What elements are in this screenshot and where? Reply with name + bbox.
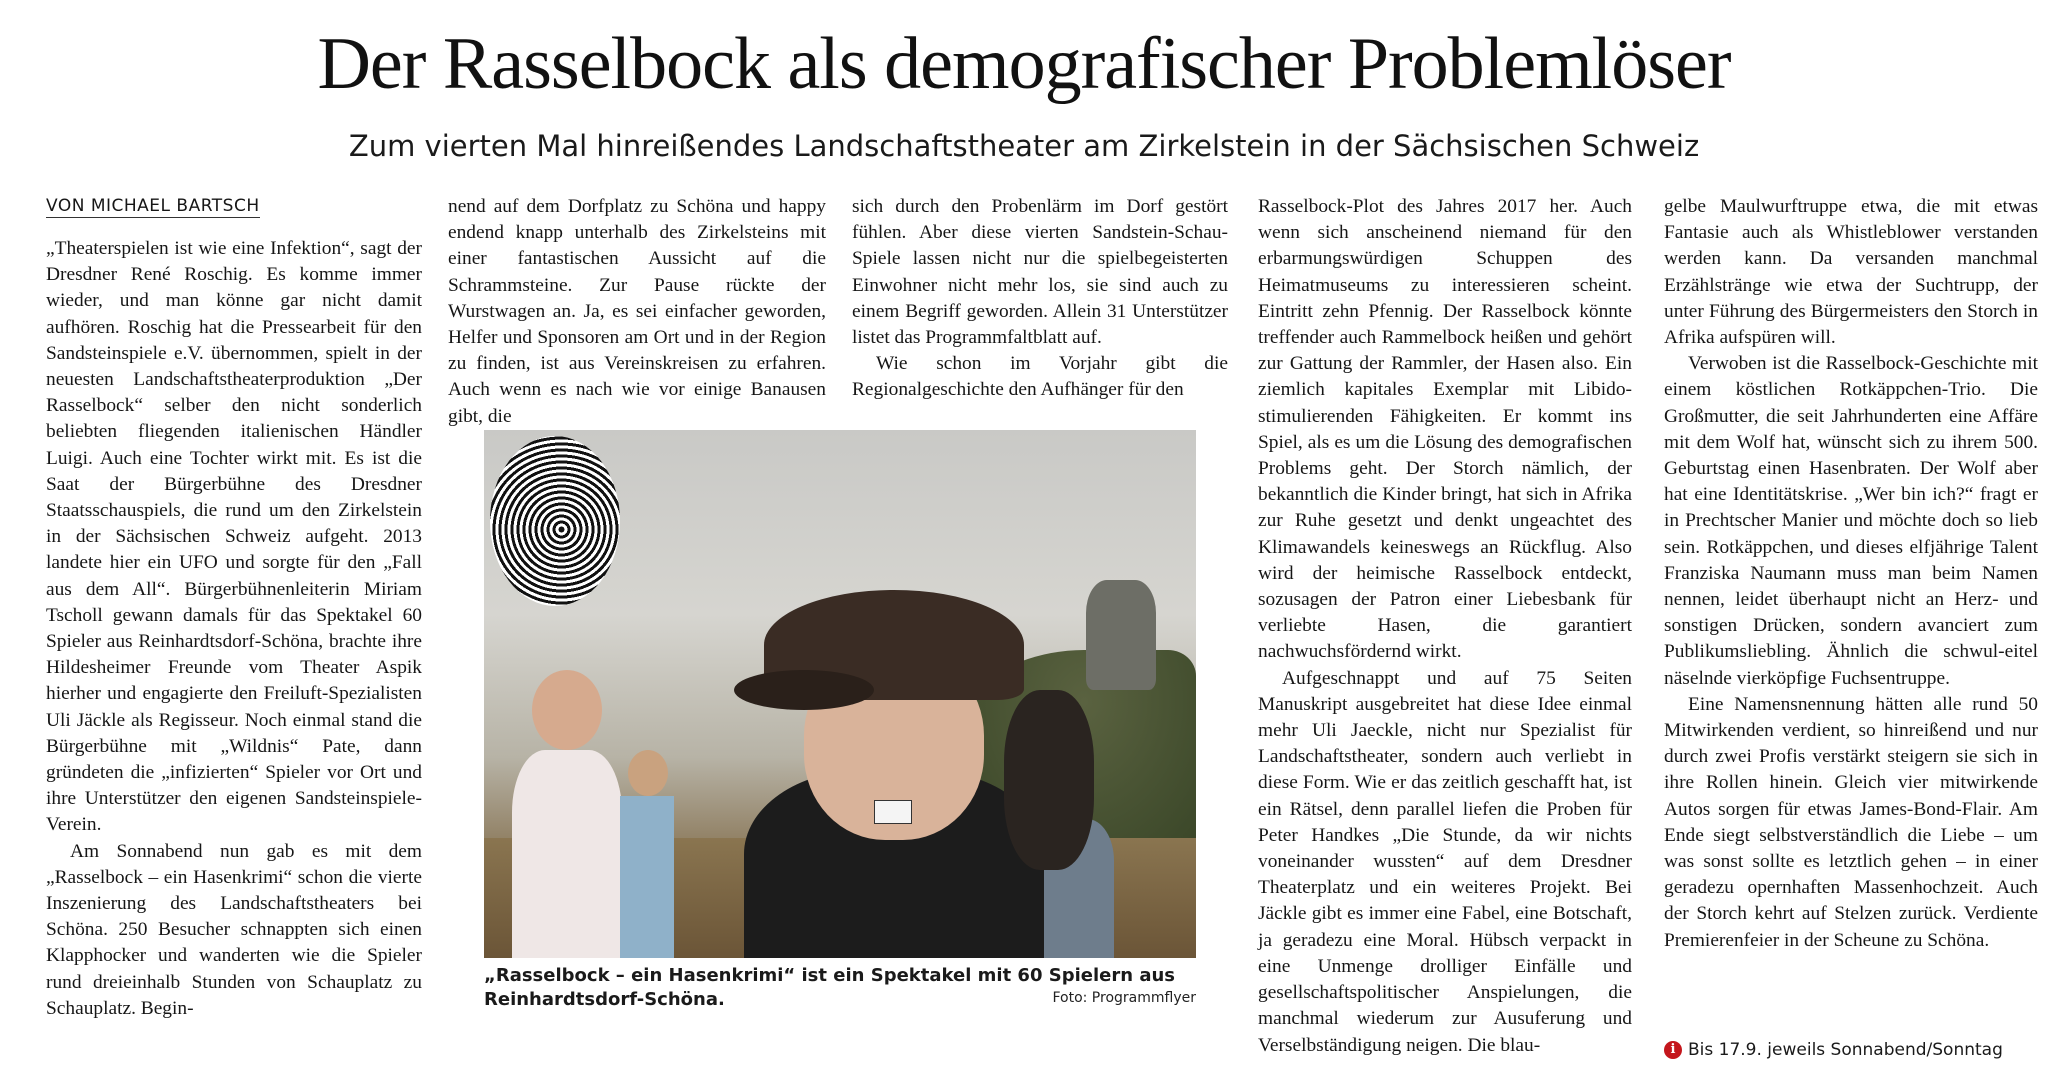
byline: VON MICHAEL BARTSCH: [46, 196, 260, 216]
info-text: Bis 17.9. jeweils Sonnabend/Sonntag: [1688, 1040, 2003, 1060]
photo-credit: Foto: Programmflyer: [1052, 990, 1196, 1006]
boy-figure: [620, 750, 674, 958]
rock-formation: [1086, 580, 1156, 690]
article-column-1: [46, 236, 422, 1022]
article-column-4: [1258, 194, 1632, 1059]
subheadline: Zum vierten Mal hinreißendes Landschaftstheater am Zirkelstein in der Sächsischen Schweiz: [348, 129, 1700, 163]
headline: Der Rasselbock als demografischer Problemlöser: [317, 23, 1731, 105]
paragraph: Eine Namensnennung hätten alle rund 50 Mitwirkenden verdient, so hinreißend und nur durch zwei Profis verstärkt steigern sie sich in ihre Rollen hinein. Gleich vier mitwirkende Autos sorgen für etwas James-Bond-Flair. Am Ende siegt selbstverständlich die Liebe – um was sonst sollte es letztlich gehen – in einer geradezu opernhaften Massenhochzeit. Auch der Storch kehrt auf Stelzen zurück. Verdiente Premierenfeier in der Scheune zu Schöna.: [1664, 693, 2038, 951]
paragraph: nend auf dem Dorfplatz zu Schöna und happy endend knapp unterhalb des Zirkelsteins mit einer fantastischen Aussicht auf die Schrammsteine. Zur Pause rückte der Wurstwagen an. Ja, es sei einfacher geworden, Helfer und Sponsoren am Ort und in der Region zu finden, ist aus Vereinskreisen zu erfahren. Auch wenn es nach wie vor einige Banausen gibt, die: [448, 196, 826, 427]
paragraph: gelbe Maulwurftruppe etwa, die mit etwas Fantasie auch als Whistleblower verstanden werden kann. Da versanden manchmal Erzählstränge wie etwa der Suchtrupp, der unter Führung des Bürgermeisters den Storch in Afrika aufspüren will.: [1664, 196, 2038, 349]
fingerprint-graphic: [490, 436, 620, 606]
paragraph: Wie schon im Vorjahr gibt die Regionalgeschichte den Aufhänger für den: [852, 353, 1228, 401]
paragraph: Rasselbock-Plot des Jahres 2017 her. Auch wenn sich anscheinend niemand für den erbarmungswürdigen Schuppen des Heimatmuseums zu interessieren scheint. Eintritt zehn Pfennig. Der Rasselbock könnte treffender auch Rammelbock heißen und gehört zur Gattung der Rammler, der Hasen also. Ein ziemlich kapitales Exemplar mit Libido-stimulierenden Fähigkeiten. Er kommt ins Spiel, als es um die Lösung des demografischen Problems geht. Der Storch nämlich, der bekanntlich die Kinder bringt, hat sich in Afrika zur Ruhe gesetzt und denkt ungeachtet des Klimawandels keineswegs an Rückflug. Also wird der heimische Rasselbock entdeckt, sozusagen der Patron einer Liebesbank für verliebte Hasen, die garantiert nachwuchsfördernd wirkt.: [1258, 196, 1632, 663]
info-line: [1664, 1040, 2003, 1060]
article-photo: [484, 430, 1196, 958]
paragraph: Am Sonnabend nun gab es mit dem „Rasselbock – ein Hasenkrimi“ schon die vierte Inszenierung des Landschaftstheaters bei Schöna. 250 Besucher schnappten sich einen Klapphocker und wanderten wie die Spieler rund dreieinhalb Stunden von Schauplatz zu Schauplatz. Begin-: [46, 840, 422, 1019]
article-column-3: [852, 194, 1228, 404]
actor-figure: [724, 550, 1054, 958]
info-icon: i: [1664, 1041, 1682, 1059]
article-column-5: [1664, 194, 2038, 954]
paragraph: Aufgeschnappt und auf 75 Seiten Manuskript ausgebreitet hat diese Idee einmal mehr Uli Jaeckle, nicht nur Spezialist für Landschaftstheater, sondern auch verliebt in diese Form. Wie er das zeitlich geschafft hat, ist ein Rätsel, denn parallel liefen die Proben für Peter Handkes „Die Stunde, da wir nichts voneinander wussten“ auf dem Dresdner Theaterplatz und ein weiteres Projekt. Bei Jäckle gibt es immer eine Fabel, eine Botschaft, ja geradezu eine Moral. Hübsch verpackt in eine Unmenge drolliger Einfälle und gesellschaftspolitischer Anspielungen, die manchmal wiederum zur Ausuferung und Verselbständigung neigen. Die blau-: [1258, 667, 1632, 1056]
girl-figure: [502, 670, 622, 958]
paragraph: Verwoben ist die Rasselbock-Geschichte mit einem köstlichen Rotkäppchen-Trio. Die Großmutter, die seit Jahrhunderten eine Affäre mit dem Wolf hat, wünscht sich zu ihrem 500. Geburtstag einen Hasenbraten. Der Wolf aber hat eine Identitätskrise. „Wer bin ich?“ fragt er in Prechtscher Manier und möchte doch so lieb sein. Rotkäppchen, und dieses elfjährige Talent Franziska Naumann muss man beim Namen nennen, leidet überhaupt nicht an Herz- und sonstigen Drücken, sondern avanciert zum Publikumsliebling. Ähnlich die schwul-eitel näselnde vierköpfige Fuchsentruppe.: [1664, 353, 2038, 689]
paragraph: „Theaterspielen ist wie eine Infektion“, sagt der Dresdner René Roschig. Es komme immer wieder, und man könne gar nicht damit aufhören. Roschig hat die Pressearbeit für den Sandsteinspiele e.V. übernommen, spielt in der neuesten Landschaftstheaterproduktion „Der Rasselbock“ selber den nicht sonderlich beliebten fliegenden italienischen Händler Luigi. Auch eine Tochter wirkt mit. Es ist die Saat der Bürgerbühne des Dresdner Staatsschauspiels, die rund um den Zirkelstein in der Sächsischen Schweiz aufgeht. 2013 landete hier ein UFO und sorgte für den „Fall aus dem All“. Bürgerbühnenleiterin Miriam Tscholl gewann damals für das Spektakel 60 Spieler aus Reinhardtsdorf-Schöna, brachte ihre Hildesheimer Freunde vom Theater Aspik hierher und engagierte den Freiluft-Spezialisten Uli Jäckle als Regisseur. Noch einmal stand die Bürgerbühne mit „Wildnis“ Pate, dann gründeten die „infizierten“ Spieler vor Ort und ihre Unterstützer den eigenen Sandsteinspiele-Verein.: [46, 238, 422, 836]
article-column-2: [448, 194, 826, 430]
paragraph: sich durch den Probenlärm im Dorf gestört fühlen. Aber diese vierten Sandstein-Schau-Spiele lassen nicht nur die spielbegeisterten Einwohner nicht mehr los, sie sind auch zu einem Begriff geworden. Allein 31 Unterstützer listet das Programmfaltblatt auf.: [852, 196, 1228, 349]
photo-caption: „Rasselbock – ein Hasenkrimi“ ist ein Spektakel mit 60 Spielern aus Reinhardtsdorf-Schöna.: [484, 965, 1175, 1010]
